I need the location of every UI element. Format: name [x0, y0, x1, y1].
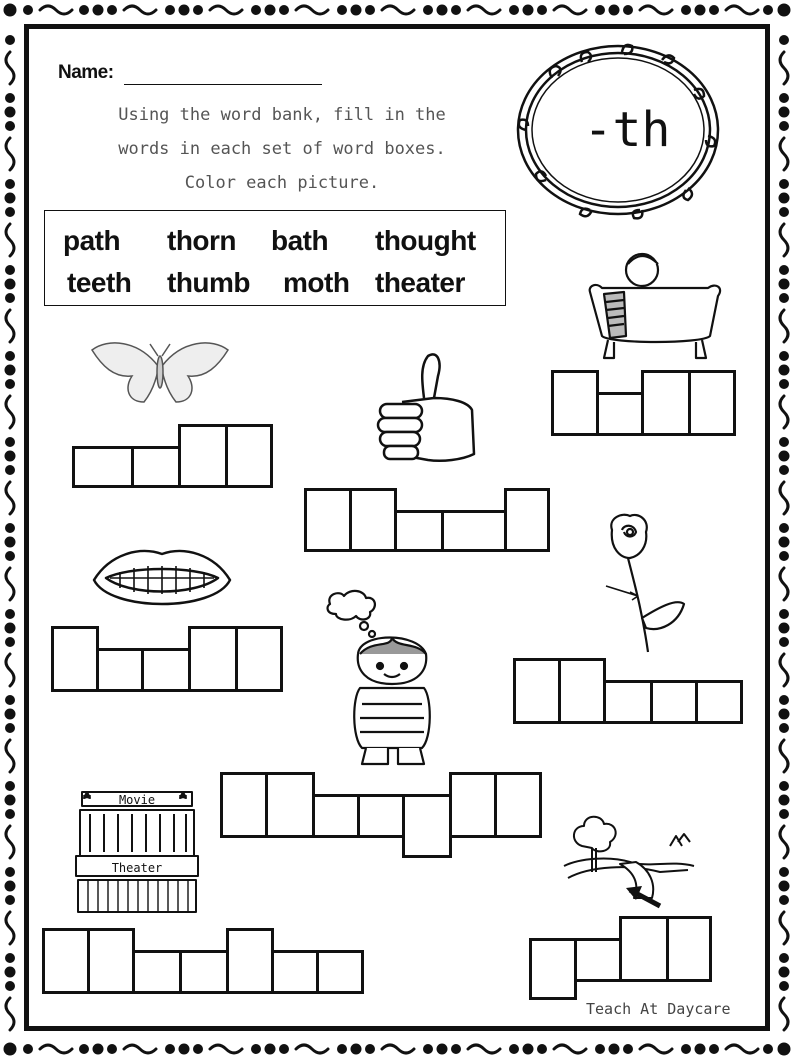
word-bank-word: thought [375, 225, 476, 256]
theater-sign-bottom: Theater [111, 861, 163, 875]
letter-box[interactable] [695, 680, 743, 724]
letter-box[interactable] [666, 916, 712, 982]
letter-box[interactable] [220, 772, 268, 838]
letter-box[interactable] [141, 648, 191, 692]
letter-box[interactable] [132, 950, 182, 994]
letter-box[interactable] [312, 794, 360, 838]
letter-box[interactable] [96, 648, 144, 692]
letter-box[interactable] [650, 680, 698, 724]
instruction-line: Color each picture. [184, 173, 380, 193]
letter-box[interactable] [596, 392, 644, 436]
page-title: -th [583, 102, 671, 158]
letter-box[interactable] [225, 424, 273, 488]
instruction-line: words in each set of word boxes. [118, 139, 446, 159]
word-bank-word: thorn [167, 225, 237, 256]
theater-sign-top: Movie [118, 793, 156, 807]
letter-box[interactable] [131, 446, 181, 488]
letter-box[interactable] [504, 488, 550, 552]
word-bank-word: bath [271, 225, 329, 256]
word-bank-word: teeth [67, 267, 132, 298]
letter-box[interactable] [603, 680, 653, 724]
letter-box[interactable] [42, 928, 90, 994]
letter-box[interactable] [265, 772, 315, 838]
letter-box[interactable] [529, 938, 577, 1000]
word-bank-word: theater [375, 267, 465, 298]
letter-box[interactable] [394, 510, 444, 552]
letter-box[interactable] [179, 950, 229, 994]
word-bank-word: path [63, 225, 121, 256]
letter-box[interactable] [72, 446, 134, 488]
letter-box[interactable] [87, 928, 135, 994]
letter-box[interactable] [551, 370, 599, 436]
letter-box[interactable] [619, 916, 669, 982]
letter-box[interactable] [494, 772, 542, 838]
letter-box[interactable] [226, 928, 274, 994]
letter-box[interactable] [349, 488, 397, 552]
letter-box[interactable] [235, 626, 283, 692]
letter-box[interactable] [402, 794, 452, 858]
name-label: Name: [58, 62, 114, 83]
letter-box[interactable] [558, 658, 606, 724]
letter-box[interactable] [316, 950, 364, 994]
letter-box[interactable] [51, 626, 99, 692]
word-bank-word: thumb [167, 267, 251, 298]
letter-box[interactable] [688, 370, 736, 436]
letter-box[interactable] [188, 626, 238, 692]
letter-box[interactable] [441, 510, 507, 552]
letter-box[interactable] [178, 424, 228, 488]
word-bank-word: moth [283, 267, 350, 298]
letter-box[interactable] [513, 658, 561, 724]
letter-box[interactable] [574, 938, 622, 982]
letter-box[interactable] [357, 794, 405, 838]
letter-box[interactable] [449, 772, 497, 838]
letter-box[interactable] [304, 488, 352, 552]
letter-box[interactable] [641, 370, 691, 436]
credit-text: Teach At Daycare [586, 1000, 731, 1018]
instruction-line: Using the word bank, fill in the [118, 105, 446, 125]
letter-box[interactable] [271, 950, 319, 994]
